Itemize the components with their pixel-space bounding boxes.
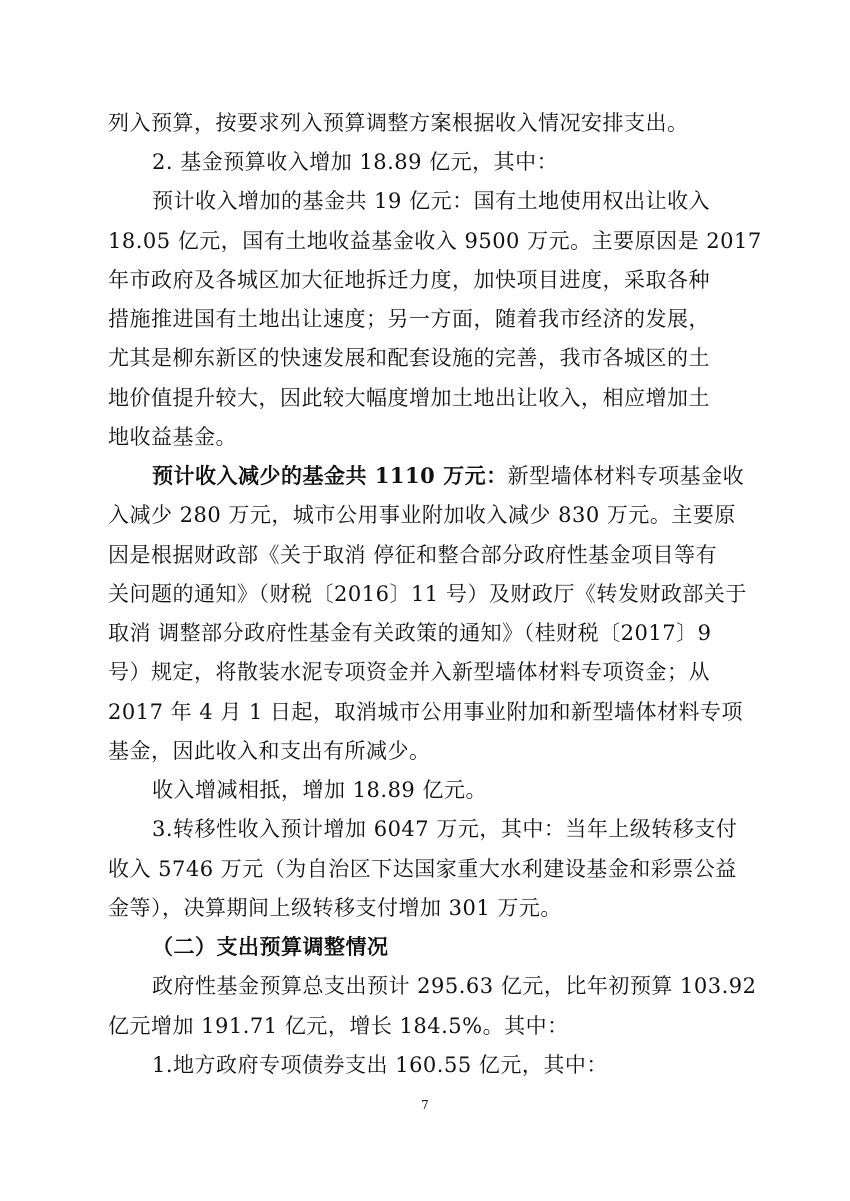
- text-line: 取消 调整部分政府性基金有关政策的通知》（桂财税〔2017〕9: [108, 621, 712, 645]
- text-line: 18.05 亿元，国有土地收益基金收入 9500 万元。主要原因是 2017: [108, 229, 762, 253]
- text-line: 列入预算，按要求列入预算调整方案根据收入情况安排支出。: [108, 111, 689, 135]
- section-heading: （二）支出预算调整情况: [152, 934, 389, 959]
- text-line: 预计收入增加的基金共 19 亿元：国有土地使用权出让收入: [152, 189, 711, 213]
- text-line: 3.转移性收入预计增加 6047 万元，其中：当年上级转移支付: [152, 817, 738, 841]
- text-line: 关问题的通知》（财税〔2016〕11 号）及财政厅《转发财政部关于: [108, 582, 747, 606]
- text-line: 年市政府及各城区加大征地拆迁力度，加快项目进度，采取各种: [108, 268, 710, 292]
- text-line: 政府性基金预算总支出预计 295.63 亿元，比年初预算 103.92: [152, 974, 757, 998]
- text-line: 措施推进国有土地出让速度；另一方面，随着我市经济的发展，: [108, 307, 710, 331]
- text-line: [152, 461, 748, 491]
- text-line: 1.地方政府专项债券支出 160.55 亿元，其中：: [152, 1053, 608, 1077]
- text-line: 收入增减相抵，增加 18.89 亿元。: [152, 778, 487, 802]
- text-line: 入减少 280 万元，城市公用事业附加收入减少 830 万元。主要原: [108, 503, 736, 527]
- text-line: 尤其是柳东新区的快速发展和配套设施的完善，我市各城区的土: [108, 346, 710, 370]
- line-rest: 新型墙体材料专项基金收: [507, 464, 745, 488]
- text-line: 2. 基金预算收入增加 18.89 亿元，其中：: [152, 150, 559, 174]
- text-line: 亿元增加 191.71 亿元，增长 184.5%。其中：: [108, 1014, 569, 1038]
- bold-lead: 预计收入减少的基金共 1110 万元：: [152, 463, 508, 488]
- text-line: 因是根据财政部《关于取消 停征和整合部分政府性基金项目等有: [108, 543, 718, 567]
- text-line: 号）规定，将散装水泥专项资金并入新型墙体材料专项资金；从: [108, 660, 710, 684]
- text-line: 收入 5746 万元（为自治区下达国家重大水利建设基金和彩票公益: [108, 857, 737, 881]
- text-line: 2017 年 4 月 1 日起，取消城市公用事业附加和新型墙体材料专项: [108, 700, 744, 724]
- page-number: 7: [421, 1098, 429, 1112]
- text-line: 地收益基金。: [108, 425, 237, 449]
- text-line: 基金，因此收入和支出有所减少。: [108, 739, 431, 763]
- text-line: 金等），决算期间上级转移支付增加 301 万元。: [108, 896, 562, 920]
- text-line: 地价值提升较大，因此较大幅度增加土地出让收入，相应增加土: [108, 386, 710, 410]
